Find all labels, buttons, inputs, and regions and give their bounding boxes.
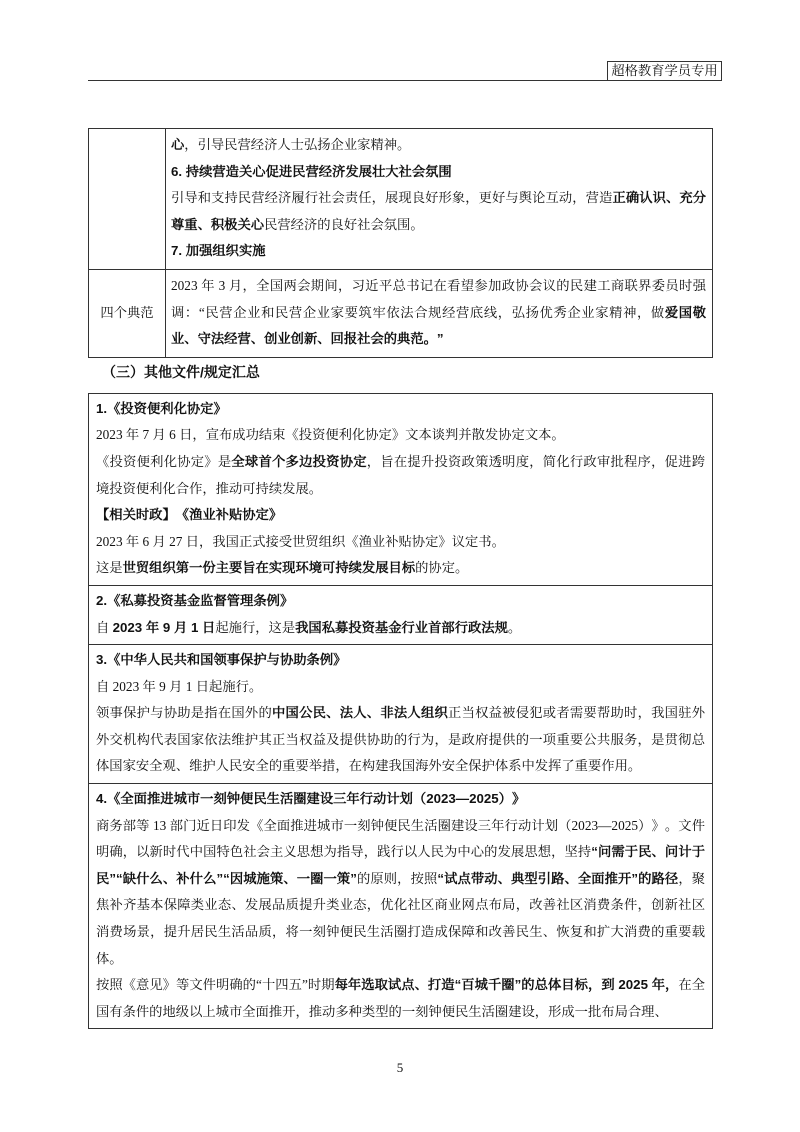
paragraph	[96, 700, 705, 780]
paragraph	[96, 422, 705, 449]
text: 商务部等 13 部门近日印发《全面推进城市一刻钟便民生活圈建设三年行动计划（2023—2025）》。文件明确，以新时代中国特色社会主义思想为指导，践行以人民为中心的发展思想，坚持	[96, 817, 705, 860]
paragraph	[96, 529, 705, 556]
bold-text: 4.《全面推进城市一刻钟便民生活圈建设三年行动计划（2023—2025）》	[96, 791, 526, 807]
table-row	[89, 129, 713, 270]
paragraph	[96, 786, 705, 813]
bold-text: 7. 加强组织实施	[171, 243, 266, 259]
paragraph	[96, 647, 705, 674]
document-entry	[89, 784, 713, 1029]
text: 2023 年 6 月 27 日，我国正式接受世贸组织《渔业补贴协定》议定书。	[96, 533, 505, 549]
text: 《投资便利化协定》是	[96, 453, 232, 469]
policy-table	[88, 128, 713, 358]
bold-text: 6. 持续营造关心促进民营经济发展壮大社会氛围	[171, 163, 452, 179]
bold-text: 每年选取试点、打造“百城千圈”的总体目标，到 2025 年，	[334, 977, 679, 993]
paragraph	[96, 555, 705, 582]
text: 2023 年 7 月 6 日，宣布成功结束《投资便利化协定》文本谈判并散发协定文本。	[96, 427, 565, 443]
row-content	[166, 129, 713, 270]
bold-text: 爱国敬业、守法经营、创业创新、回报社会的典范。”	[171, 304, 707, 347]
document-entry	[89, 393, 713, 585]
paragraph	[96, 588, 705, 615]
row-content	[166, 269, 713, 357]
paragraph	[96, 502, 705, 529]
text: 。	[507, 619, 522, 635]
paragraph	[96, 674, 705, 701]
text: 的协定。	[415, 560, 469, 576]
bold-text: 正确认识、充分尊重、积极关心	[171, 190, 707, 232]
text: 起施行，这是	[215, 619, 296, 635]
text: 正当权益被侵犯或者需要帮助时，我国驻外外交机构代表国家依法维护其正当权益及提供协助的行为，是政府提供的一项重要公共服务，是贯彻总体国家安全观、维护人民安全的重要举措，在构建我国海外安全保护体系中发挥了重要作用。	[96, 705, 706, 774]
bold-text: “试点带动、典型引路、全面推开”的路径	[437, 870, 679, 886]
table-row	[89, 393, 713, 585]
bold-text: 心	[171, 137, 185, 152]
paragraph	[96, 813, 705, 973]
text: 自	[96, 619, 113, 635]
text: 在全国有条件的地级以上城市全面推开，推动多种类型的一刻钟便民生活圈建设，形成一批布局合理、	[96, 977, 706, 1019]
document-entry	[89, 585, 713, 644]
table-row	[89, 269, 713, 357]
paragraph	[171, 273, 706, 353]
bold-text: 2023 年 9 月 1 日	[112, 619, 216, 635]
bold-text: 我国私募投资基金行业首部行政法规	[295, 619, 508, 635]
bold-text: 3.《中华人民共和国领事保护与协助条例》	[96, 652, 347, 668]
paragraph	[96, 615, 705, 642]
paragraph	[96, 972, 705, 1025]
page-number: 5	[396, 1060, 404, 1075]
header-badge: 超格教育学员专用	[607, 61, 722, 81]
text: ，聚焦补齐基本保障类业态、发展品质提升类业态，优化社区商业网点布局，改善社区消费条件，创新社区消费场景，提升居民生活品质，将一刻钟便民生活圈打造成保障和改善民生、恢复和扩大消费的重要载体。	[96, 870, 706, 966]
bold-text: 中国公民、法人、非法人组织	[272, 705, 449, 721]
row-label: 四个典范	[89, 269, 166, 357]
text: 民营经济的良好社会氛围。	[264, 216, 424, 232]
paragraph	[171, 159, 706, 186]
bold-text: 2.《私募投资基金监督管理条例》	[96, 592, 294, 608]
text: 这是	[96, 560, 123, 576]
paragraph	[171, 185, 706, 238]
text: 领事保护与协助是指在国外的	[96, 705, 273, 721]
text: 按照《意见》等文件明确的“十四五”时期	[96, 977, 335, 993]
paragraph	[96, 449, 705, 502]
text: 2023 年 3 月，全国两会期间，习近平总书记在看望参加政协会议的民建工商联界委员时强调：“民营企业和民营企业家要筑牢依法合规经营底线，弘扬优秀企业家精神，做	[171, 277, 706, 320]
table-row	[89, 585, 713, 644]
text: 的原则，按照	[356, 870, 438, 886]
bold-text: “问需于民、问计于民”“缺什么、补什么”“因城施策、一圈一策”	[96, 844, 705, 886]
text: ，旨在提升投资政策透明度，简化行政审批程序，促进跨境投资便利化合作，推动可持续发展。	[96, 453, 706, 496]
row-label	[89, 129, 166, 270]
paragraph	[96, 396, 705, 423]
text: ，引导民营经济人士弘扬企业家精神。	[184, 137, 411, 152]
bold-text: 1.《投资便利化协定》	[96, 400, 227, 416]
paragraph	[171, 238, 706, 265]
paragraph	[171, 132, 706, 159]
table-row	[89, 645, 713, 784]
text: 引导和支持民营经济履行社会责任，展现良好形象，更好与舆论互动，营造	[171, 190, 613, 206]
table-row	[89, 784, 713, 1029]
page-content	[88, 128, 712, 1029]
section-title: （三）其他文件/规定汇总	[102, 363, 260, 380]
bold-text: 全球首个多边投资协定	[231, 453, 367, 469]
document-entry	[89, 645, 713, 784]
documents-table	[88, 393, 713, 1030]
text: 自 2023 年 9 月 1 日起施行。	[96, 678, 263, 694]
bold-text: 【相关时政】《渔业补贴协定》	[96, 507, 283, 523]
bold-text: 世贸组织第一份主要旨在实现环境可持续发展目标	[122, 560, 416, 576]
